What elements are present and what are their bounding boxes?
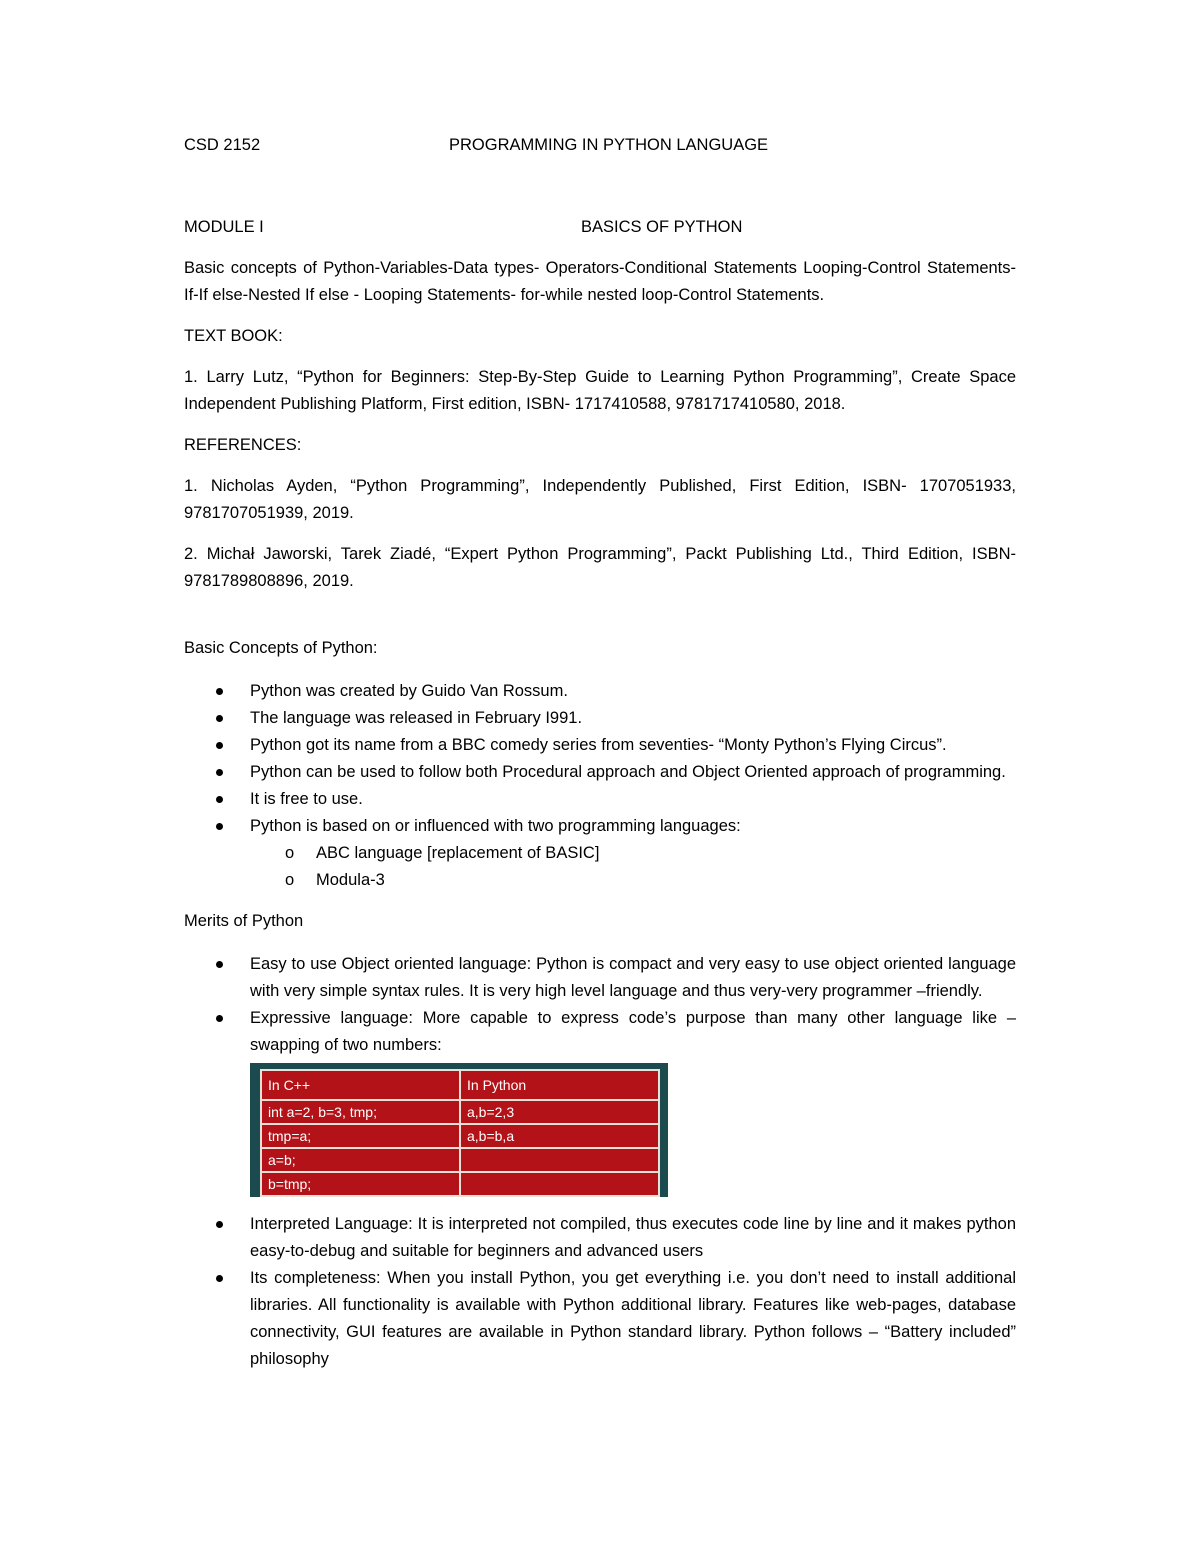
circle-bullet-icon: o bbox=[285, 844, 295, 862]
basic-concepts-list bbox=[184, 678, 1016, 894]
list-item-text: Python can be used to follow both Procedural approach and Object Oriented approach of programming. bbox=[250, 763, 1006, 781]
list-item bbox=[184, 759, 1016, 786]
table-row bbox=[261, 1124, 659, 1148]
list-item bbox=[184, 786, 1016, 813]
text-book-item: 1. Larry Lutz, “Python for Beginners: Step-By-Step Guide to Learning Python Programming”, Create Space Independent Publishing Platform, First edition, ISBN- 1717410588, 9781717410580, 2018. bbox=[184, 368, 1016, 413]
bullet-icon bbox=[216, 1221, 223, 1228]
list-item-text: Interpreted Language: It is interpreted not compiled, thus executes code line by line and it makes python easy-to-debug and suitable for beginners and advanced users bbox=[250, 1215, 1016, 1260]
course-code: CSD 2152 bbox=[184, 136, 261, 154]
list-item bbox=[184, 678, 1016, 705]
sub-list-item-text: Modula-3 bbox=[316, 871, 385, 889]
list-item bbox=[184, 1265, 1016, 1373]
sub-list-item bbox=[250, 840, 1016, 867]
list-item-text: The language was released in February I991. bbox=[250, 709, 583, 727]
module-header bbox=[184, 214, 1016, 241]
list-item-text: Python got its name from a BBC comedy series from seventies- “Monty Python’s Flying Circus”. bbox=[250, 736, 947, 754]
reference-item: 1. Nicholas Ayden, “Python Programming”, Independently Published, First Edition, ISBN- 1707051933, 9781707051939, 2019. bbox=[184, 477, 1016, 522]
table-cell: tmp=a; bbox=[261, 1124, 460, 1148]
bullet-icon bbox=[216, 961, 223, 968]
list-item bbox=[184, 1211, 1016, 1265]
sub-list-item-text: ABC language [replacement of BASIC] bbox=[316, 844, 600, 862]
merits-list bbox=[184, 951, 1016, 1373]
bullet-icon bbox=[216, 1275, 223, 1282]
module-title: BASICS OF PYTHON bbox=[581, 218, 743, 236]
table-cell bbox=[460, 1148, 659, 1172]
course-title: PROGRAMMING IN PYTHON LANGUAGE bbox=[449, 136, 769, 154]
table-row bbox=[261, 1172, 659, 1196]
list-item-text: Python was created by Guido Van Rossum. bbox=[250, 682, 568, 700]
table-cell bbox=[460, 1172, 659, 1196]
basic-concepts-heading: Basic Concepts of Python: bbox=[184, 639, 378, 657]
list-item bbox=[184, 1005, 1016, 1197]
table-cell: b=tmp; bbox=[261, 1172, 460, 1196]
list-item bbox=[184, 732, 1016, 759]
table-row bbox=[261, 1100, 659, 1124]
table-cell: int a=2, b=3, tmp; bbox=[261, 1100, 460, 1124]
table-row bbox=[261, 1148, 659, 1172]
swap-table-frame bbox=[250, 1063, 668, 1197]
module-summary: Basic concepts of Python-Variables-Data types- Operators-Conditional Statements Looping-Control Statements-If-If else-Nested If else - Looping Statements- for-while nested loop-Control Statements. bbox=[184, 259, 1016, 304]
reference-item: 2. Michał Jaworski, Tarek Ziadé, “Expert Python Programming”, Packt Publishing Ltd., Third Edition, ISBN-9781789808896, 2019. bbox=[184, 545, 1016, 590]
table-header-row bbox=[261, 1070, 659, 1100]
list-item bbox=[184, 951, 1016, 1005]
list-item-text: Python is based on or influenced with two programming languages: bbox=[250, 817, 741, 835]
bullet-icon bbox=[216, 1015, 223, 1022]
merits-heading: Merits of Python bbox=[184, 912, 304, 930]
bullet-icon bbox=[216, 715, 223, 722]
course-header bbox=[184, 132, 1016, 159]
bullet-icon bbox=[216, 796, 223, 803]
sub-list bbox=[250, 840, 1016, 894]
bullet-icon bbox=[216, 742, 223, 749]
list-item-text: Easy to use Object oriented language: Python is compact and very easy to use object oriented language with very simple syntax rules. It is very high level language and thus very-very programmer –friendly. bbox=[250, 955, 1016, 1000]
list-item bbox=[184, 705, 1016, 732]
text-book-heading: TEXT BOOK: bbox=[184, 327, 283, 345]
list-item bbox=[184, 813, 1016, 894]
list-item-text: Expressive language: More capable to express code’s purpose than many other language like – swapping of two numbers: bbox=[250, 1009, 1016, 1054]
swap-table bbox=[260, 1069, 660, 1197]
table-cell: a,b=b,a bbox=[460, 1124, 659, 1148]
table-header-cell: In Python bbox=[460, 1070, 659, 1100]
table-cell: a=b; bbox=[261, 1148, 460, 1172]
bullet-icon bbox=[216, 823, 223, 830]
bullet-icon bbox=[216, 688, 223, 695]
table-cell: a,b=2,3 bbox=[460, 1100, 659, 1124]
circle-bullet-icon: o bbox=[285, 871, 295, 889]
bullet-icon bbox=[216, 769, 223, 776]
references-heading: REFERENCES: bbox=[184, 436, 302, 454]
module-label: MODULE I bbox=[184, 218, 264, 236]
list-item-text: It is free to use. bbox=[250, 790, 363, 808]
document-content bbox=[184, 132, 1016, 1373]
list-item-text: Its completeness: When you install Python, you get everything i.e. you don’t need to install additional libraries. All functionality is available with Python additional library. Features like web-pages, database connectivity, GUI features are available in Python standard library. Python follows – “Battery included” philosophy bbox=[250, 1269, 1016, 1368]
sub-list-item bbox=[250, 867, 1016, 894]
table-header-cell: In C++ bbox=[261, 1070, 460, 1100]
